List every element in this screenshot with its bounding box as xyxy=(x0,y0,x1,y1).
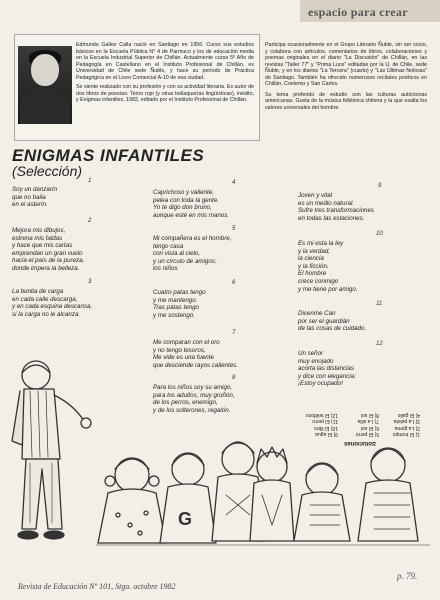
poem-2: Mejora mis dibujos, estrena mis faldas y hace que mis cartas emprendan un gran vuelo hacia el país de la pureza, donde impera la belleza. xyxy=(12,227,85,272)
poem-9: Joven y vital es un medio natural. Sufre tres transformaciones en todas las estaciones. xyxy=(298,192,374,222)
seated-child-2 xyxy=(160,453,216,543)
section-banner: espacio para crear xyxy=(300,0,440,22)
poem-number: 11 xyxy=(376,301,383,307)
standing-child-figure xyxy=(12,361,91,539)
poem-number: 8 xyxy=(232,375,236,381)
poem-6: Cuatro patas tengo y me mantengo. Tras patas tengo y me sostengo. xyxy=(153,289,206,319)
source-citation: Revista de Educación Nº 101, Stgo. octubre 1982 xyxy=(18,582,176,591)
poem-5: Mi compañera es el hombre, tengo casa con vista al cielo, y un círculo de amigos: los niños xyxy=(153,235,232,273)
solution-item: 11) El perro xyxy=(312,418,338,425)
page-number: p. 79. xyxy=(397,571,418,581)
bio-paragraph: Edmundo Gallez Calla nació en Santiago en 1956. Curso sus estudios básicos en la Escuela Pública N° 4 de Parmuco y los de educación media en la Escuela Industrial Superior de Chillán. Actualmente cursa 5º Año de Pedagogía en Castellano en el Instituto Profesional de Chillán, ex Universidad de Chile sede Ñuble, y hace su período de Práctica Pedagógica en el Liceo Comercial A-10 de esa ciudad. xyxy=(76,42,254,81)
poem-12: Un señor muy enojado acorta las distancias y dice con elegancia: ¡Estoy ocupado! xyxy=(298,350,356,388)
seated-child-1 xyxy=(98,458,166,543)
page-subtitle: (Selección) xyxy=(12,163,83,179)
author-bio xyxy=(76,42,254,107)
poem-number: 5 xyxy=(232,226,236,232)
solution-item: 5) El perro xyxy=(355,431,379,438)
seated-child-6 xyxy=(358,448,418,541)
solution-item: 8) El sol xyxy=(360,411,379,418)
author-activities xyxy=(265,42,427,115)
author-photo xyxy=(18,46,72,124)
poem-number: 2 xyxy=(88,218,92,224)
poem-number: 6 xyxy=(232,280,236,286)
poem-4: Caprichoso y valiente, pelea con toda la gente. Yo te digo don bruno, aunque esté en mis manos. xyxy=(153,189,230,219)
page-title: ENIGMAS INFANTILES xyxy=(12,146,205,165)
poem-number: 9 xyxy=(378,183,382,189)
solution-item: 12) El teléfono xyxy=(305,411,338,418)
activities-paragraph: Su tema preferido de estudio son las culturas autóctonas americanas. Gusta de la música folklórica chilena y la que exalta los valores universales del hombre. xyxy=(265,91,427,111)
solutions-title: Soluciones xyxy=(344,440,377,446)
poem-7: Me comparan con el oro y no tengo tesoros. Me vide es una fuente que desciende rayos calientes. xyxy=(153,339,238,369)
children-illustration xyxy=(0,355,440,580)
solution-item: 7) La silla xyxy=(357,418,379,425)
activities-paragraph: Participa ocasionalmente en el Grupo Literario Ñuble, sin ser socio, y colabora con artículos, comentarios de libros, colaboraciones y poemas originales en el diario "La Discusión" de Chillán, en las revistas "Taller 77" y "Prima Luce" editadas por la U. de Chile, sede Ñuble, y en los diarios "La Tercera" (cuarto) y "Las Últimas Noticias" de Santiago. También ha ofrecido numerosos recitales poéticos en Chillán, Coelemu y San Carlos. xyxy=(265,42,427,87)
solution-item: 2) La goma xyxy=(394,424,420,431)
svg-text:G: G xyxy=(178,509,193,529)
poem-10: Es mi esta la ley y la verdad, la ciencia y la ficción. El hombre crece conmigo y me tiene por amigo. xyxy=(298,240,358,293)
solution-item: 1) El trompo xyxy=(392,431,420,438)
poem-number: 12 xyxy=(376,341,383,347)
solution-item: 4) El gallo xyxy=(397,411,420,418)
poem-1: Soy un danzarín que no baila en el asterín. xyxy=(12,186,58,209)
poem-8: Para los niños soy su amigo, para los adultos, muy gruñón, de los perros, enemigo, y de los solterones, regalón. xyxy=(153,384,235,414)
seated-child-4 xyxy=(250,447,294,541)
poem-number: 3 xyxy=(88,279,92,285)
solution-item: 9) El agua xyxy=(315,431,338,438)
seated-child-5 xyxy=(294,463,350,541)
poem-number: 7 xyxy=(232,330,236,336)
solution-item: 10) El libro xyxy=(314,424,338,431)
poem-11: Dicenme Can por ser el guardián de las cosas de cuidado. xyxy=(298,310,367,333)
solution-item: 6) El sol xyxy=(360,424,379,431)
poem-number: 1 xyxy=(88,178,92,184)
bio-paragraph: Se siente realizado con su profesión y con su actividad literaria. Es autor de dos libros de poesías: Terno rojo (y otras bellaquerías lingüísticas), inédito, y Enigmas infantiles, 1982, editado por el Instituto Profesional de Chillán. xyxy=(76,84,254,103)
solution-item: 3) La pelota xyxy=(393,418,420,425)
poem-3: La bunita de carga en cada calle descarga, y en cada esquina descansa, si la carga no le alcanza. xyxy=(12,288,93,318)
poem-number: 10 xyxy=(376,231,383,237)
poem-number: 4 xyxy=(232,180,236,186)
